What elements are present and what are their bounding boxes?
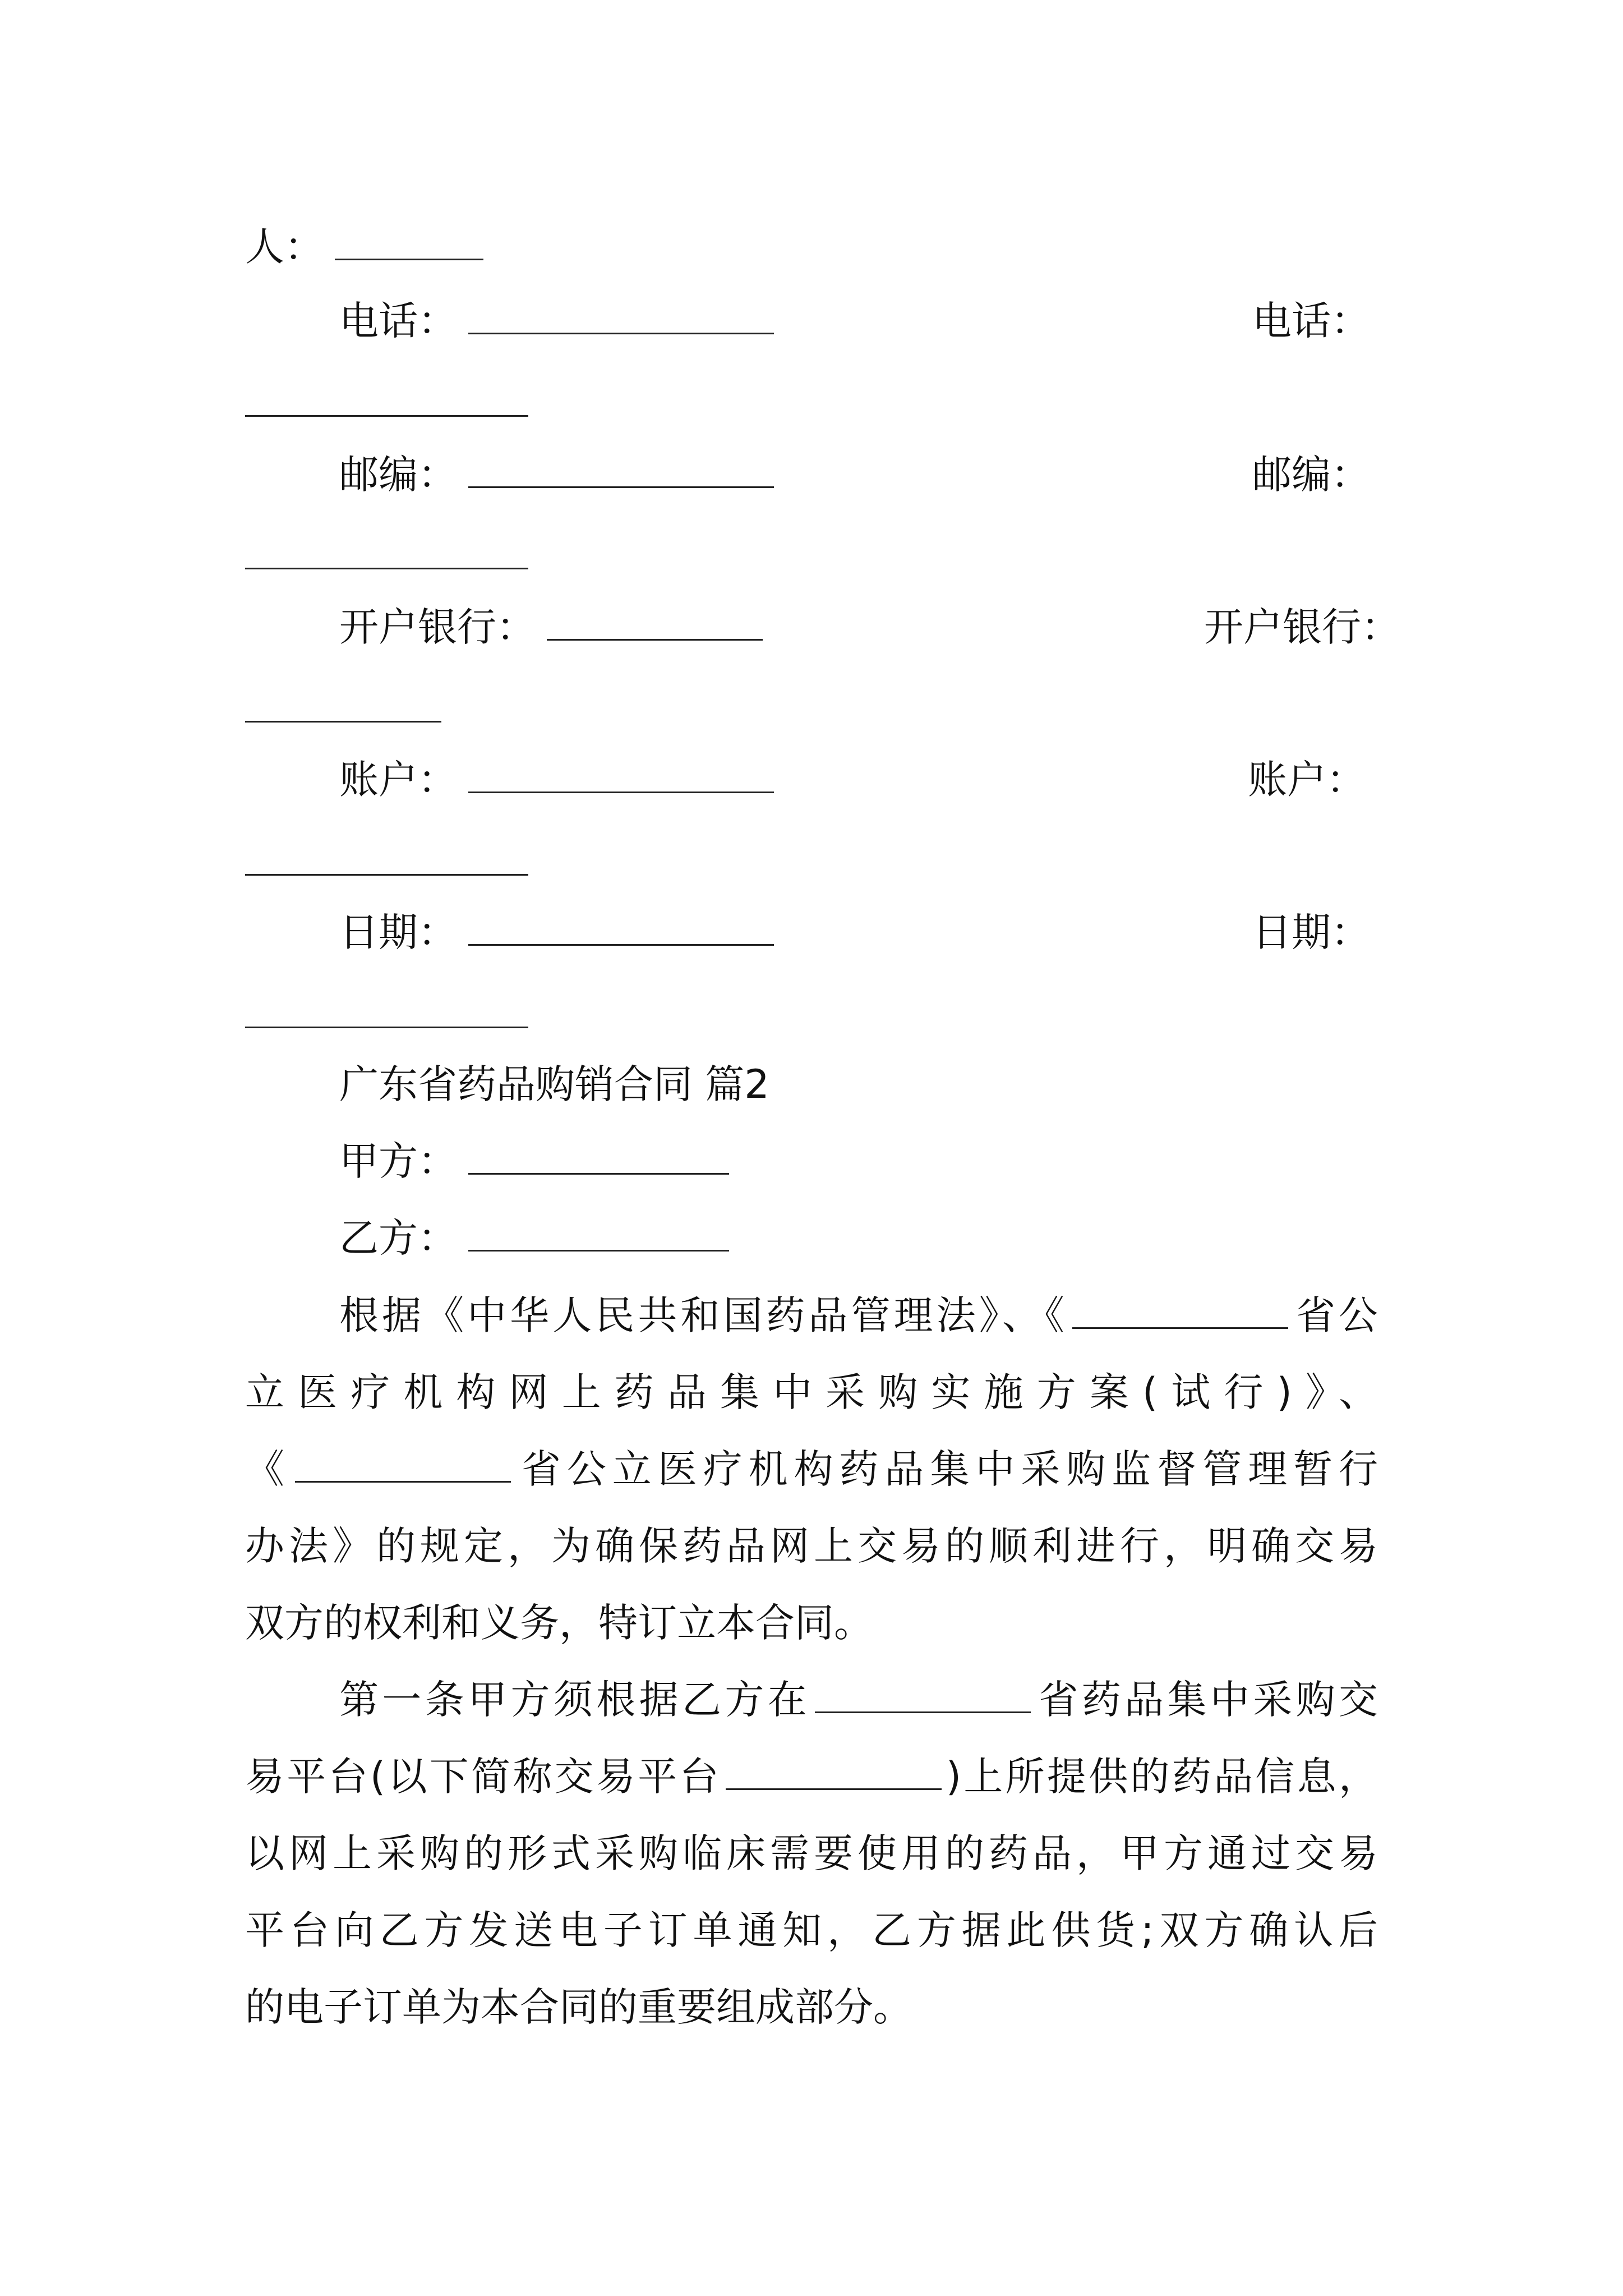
bank-left-blank bbox=[547, 602, 763, 641]
party-a-label: 甲方： bbox=[339, 1138, 457, 1184]
account-left-blank bbox=[468, 754, 774, 794]
article-1-line-4: 平台向乙方发送电子订单通知，乙方据此供货;双方确认后 bbox=[245, 1907, 1378, 1953]
intro-line-3-text-b: 省公立医疗机构药品集中采购监督管理暂行 bbox=[515, 1446, 1378, 1492]
province-name-blank-1 bbox=[1072, 1290, 1288, 1329]
contact-person-label: 人： bbox=[245, 224, 324, 270]
province-name-blank-2 bbox=[295, 1444, 511, 1483]
account-right-label: 账户： bbox=[1248, 757, 1366, 803]
date-left-blank bbox=[468, 907, 774, 946]
date-right-blank bbox=[245, 1027, 528, 1028]
platform-name-blank bbox=[726, 1751, 942, 1791]
contract-title: 广东省药品购销合同 篇2 bbox=[339, 1061, 769, 1107]
bank-left-line bbox=[339, 599, 763, 655]
bank-left-label: 开户银行： bbox=[339, 604, 536, 650]
phone-right-blank bbox=[245, 415, 528, 417]
postcode-left-blank bbox=[468, 449, 774, 489]
intro-line-1 bbox=[339, 1287, 1378, 1343]
bank-right-label: 开户银行： bbox=[1204, 604, 1400, 650]
intro-line-1-text-a: 根据《中华人民共和国药品管理法》、《 bbox=[339, 1292, 1068, 1338]
phone-right-label: 电话： bbox=[1252, 298, 1370, 344]
party-a-blank bbox=[468, 1136, 729, 1175]
province-name-blank-3 bbox=[815, 1674, 1031, 1714]
party-b-label: 乙方： bbox=[339, 1215, 457, 1261]
party-b-blank bbox=[468, 1213, 729, 1252]
article-1-line-5: 的电子订单为本合同的重要组成部分。 bbox=[245, 1984, 912, 2030]
article-1-line-1-text-b: 省药品集中采购交 bbox=[1035, 1677, 1378, 1723]
date-left-line bbox=[339, 904, 774, 960]
article-1-line-2 bbox=[245, 1749, 1378, 1805]
article-1-line-3: 以网上采购的形式采购临床需要使用的药品，甲方通过交易 bbox=[245, 1830, 1378, 1876]
account-left-line bbox=[339, 752, 774, 808]
postcode-left-label: 邮编： bbox=[339, 452, 457, 498]
article-1-line-2-text-b: )上所提供的药品信息， bbox=[946, 1754, 1378, 1800]
postcode-left-line bbox=[339, 447, 774, 503]
intro-line-3-text-a: 《 bbox=[245, 1446, 291, 1492]
date-left-label: 日期： bbox=[339, 909, 457, 955]
article-1-line-1 bbox=[339, 1672, 1378, 1728]
intro-line-1-text-b: 省公 bbox=[1292, 1292, 1378, 1338]
intro-line-4: 办法》的规定，为确保药品网上交易的顺利进行，明确交易 bbox=[245, 1523, 1378, 1569]
phone-left-blank bbox=[468, 296, 774, 335]
contact-person-blank bbox=[335, 222, 483, 261]
intro-line-3 bbox=[245, 1441, 1378, 1497]
bank-right-blank bbox=[245, 721, 441, 723]
article-1-line-2-text-a: 易平台(以下简称交易平台 bbox=[245, 1754, 721, 1800]
contact-person-line bbox=[245, 219, 483, 275]
phone-left-line bbox=[339, 293, 774, 349]
article-1-line-1-text-a: 第一条甲方须根据乙方在 bbox=[339, 1677, 811, 1723]
account-right-blank bbox=[245, 874, 528, 876]
phone-left-label: 电话： bbox=[339, 298, 457, 344]
party-b-line bbox=[339, 1210, 729, 1266]
account-left-label: 账户： bbox=[339, 757, 457, 803]
party-a-line bbox=[339, 1133, 729, 1189]
postcode-right-blank bbox=[245, 568, 528, 569]
intro-line-2: 立医疗机构网上药品集中采购实施方案(试行)》、 bbox=[245, 1369, 1378, 1415]
date-right-label: 日期： bbox=[1252, 909, 1370, 955]
intro-line-5: 双方的权利和义务，特订立本合同。 bbox=[245, 1600, 873, 1646]
postcode-right-label: 邮编： bbox=[1252, 452, 1370, 498]
